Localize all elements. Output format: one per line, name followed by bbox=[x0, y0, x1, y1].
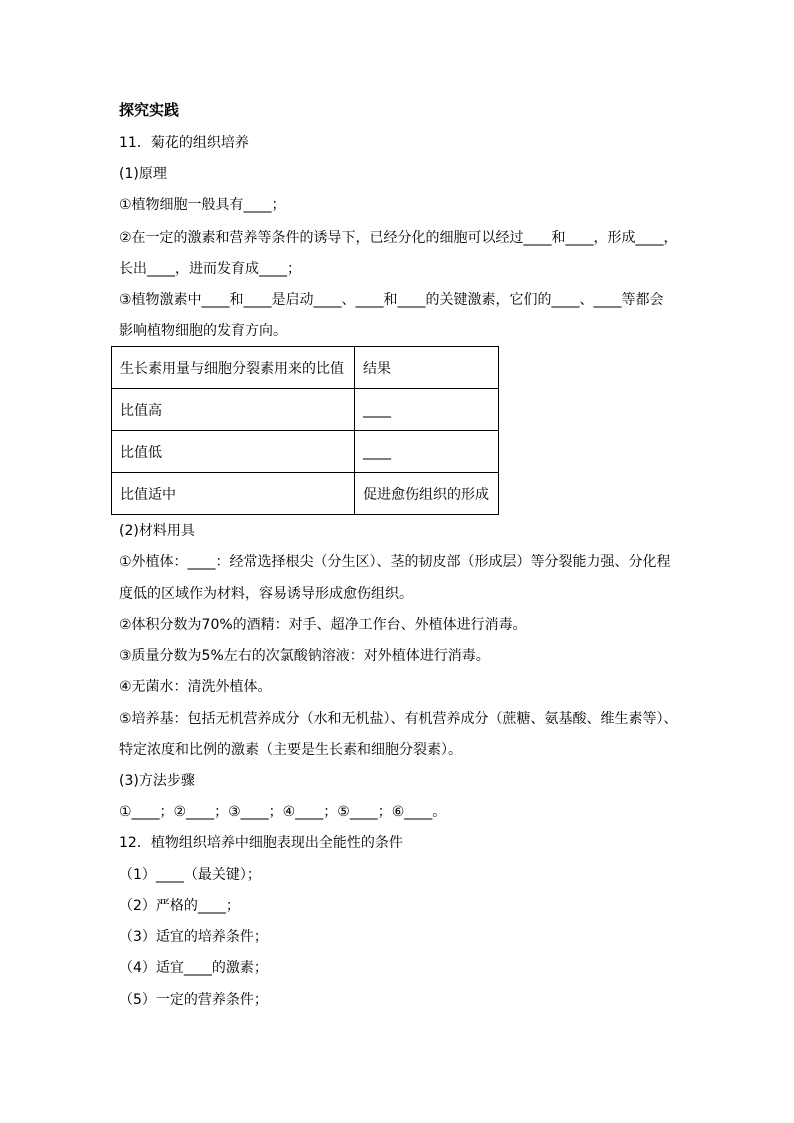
material-item-1-line2: 度低的区域作为材料，容易诱导形成愈伤组织。 bbox=[119, 586, 413, 602]
method-steps: ①____；②____；③____；④____；⑤____；⑥____。 bbox=[119, 804, 447, 820]
material-item-3: ③质量分数为5%左右的次氯酸钠溶液：对外植体进行消毒。 bbox=[119, 648, 490, 664]
table-row bbox=[112, 431, 499, 473]
principle-item-3-line1: ③植物激素中____和____是启动____、____和____的关键激素，它们的____、____等都会 bbox=[119, 292, 664, 308]
material-item-1-line1: ①外植体：____：经常选择根尖（分生区）、茎的韧皮部（形成层）等分裂能力强、分化程 bbox=[119, 554, 671, 570]
q12-item: （5）一定的营养条件； bbox=[119, 992, 268, 1008]
table-header-row bbox=[112, 347, 499, 389]
table-cell: 促进愈伤组织的形成 bbox=[355, 473, 499, 515]
principle-heading: (1)原理 bbox=[119, 166, 167, 182]
hormone-ratio-table bbox=[111, 346, 499, 515]
table-cell: 比值高 bbox=[112, 389, 355, 431]
table-header-cell: 生长素用量与细胞分裂素用来的比值 bbox=[112, 347, 355, 389]
method-heading: (3)方法步骤 bbox=[119, 773, 195, 789]
table-cell: 比值低 bbox=[112, 431, 355, 473]
q12-title: 12．植物组织培养中细胞表现出全能性的条件 bbox=[119, 835, 403, 851]
material-item-5-line1: ⑤培养基：包括无机营养成分（水和无机盐）、有机营养成分（蔗糖、氨基酸、维生素等）、 bbox=[119, 711, 678, 727]
section-title: 探究实践 bbox=[119, 101, 180, 119]
table-cell: ____ bbox=[355, 389, 499, 431]
q12-item: （1）____（最关键）； bbox=[119, 867, 261, 883]
materials-heading: (2)材料用具 bbox=[119, 523, 195, 539]
material-item-4: ④无菌水：清洗外植体。 bbox=[119, 679, 272, 695]
principle-item-1: ①植物细胞一般具有____； bbox=[119, 197, 286, 213]
material-item-5-line2: 特定浓度和比例的激素（主要是生长素和细胞分裂素）。 bbox=[119, 742, 462, 758]
q11-title: 11．菊花的组织培养 bbox=[119, 135, 249, 151]
table-row bbox=[112, 389, 499, 431]
principle-item-2-line2: 长出____，进而发育成____； bbox=[119, 261, 301, 277]
principle-item-2-line1: ②在一定的激素和营养等条件的诱导下，已经分化的细胞可以经过____和____，形成____， bbox=[119, 230, 678, 246]
table-cell: 比值适中 bbox=[112, 473, 355, 515]
q12-item: （3）适宜的培养条件； bbox=[119, 929, 268, 945]
table-row bbox=[112, 473, 499, 515]
table-header-cell: 结果 bbox=[355, 347, 499, 389]
q12-item: （2）严格的____； bbox=[119, 898, 240, 914]
q12-item: （4）适宜____的激素； bbox=[119, 960, 268, 976]
table-cell: ____ bbox=[355, 431, 499, 473]
material-item-2: ②体积分数为70%的酒精：对手、超净工作台、外植体进行消毒。 bbox=[119, 617, 527, 633]
principle-item-3-line2: 影响植物细胞的发育方向。 bbox=[119, 323, 287, 339]
